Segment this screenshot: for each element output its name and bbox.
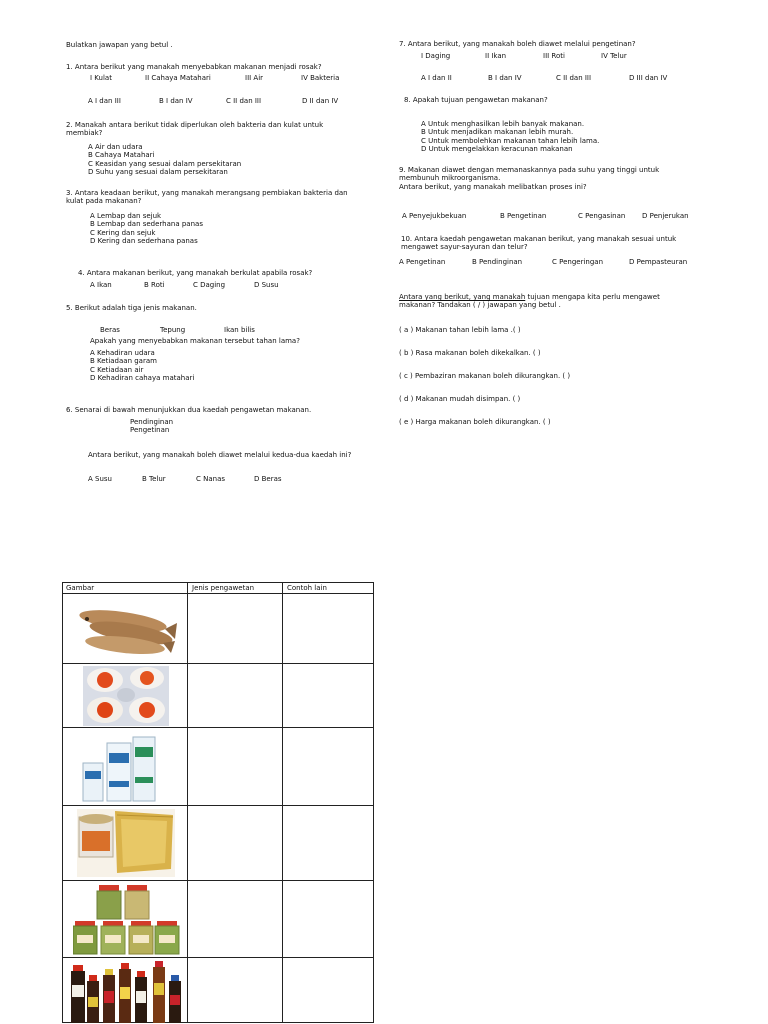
question-10-line1: 10. Antara kaedah pengawetan makanan berikut, yang manakah sesuai untuk (401, 235, 677, 243)
q7-option[interactable]: C II dan III (556, 74, 592, 82)
q9-option[interactable]: C Pengasinan (578, 212, 626, 220)
question-2-line1: 2. Manakah antara berikut tidak diperlukan oleh bakteria dan kulat untuk (66, 121, 324, 129)
question-7-text: 7. Antara berikut, yang manakah boleh diawet melalui pengetinan? (399, 40, 636, 48)
question-6-question: Antara berikut, yang manakah boleh diawet melalui kedua-dua kaedah ini? (88, 451, 352, 459)
q11-option[interactable]: ( c ) Pembaziran makanan boleh dikurangkan. ( ) (399, 372, 571, 380)
q5-option[interactable]: D Kehadiran cahaya matahari (90, 374, 195, 383)
q6-methods (130, 418, 173, 435)
table-header-picture: Gambar (66, 584, 95, 592)
q8-option[interactable]: D Untuk mengelakkan keracunan makanan (421, 145, 573, 154)
question-2-line2: membiak? (66, 129, 103, 138)
question-10 (401, 235, 676, 252)
q5-options (90, 349, 194, 383)
table-header-preservation-type: Jenis pengawetan (192, 584, 255, 592)
q5-option[interactable]: C Ketiadaan air (90, 365, 144, 374)
q1-option[interactable]: C II dan III (226, 97, 262, 105)
q1-option[interactable]: A I dan III (88, 97, 121, 105)
question-9-line1: 9. Makanan diawet dengan memanaskannya pada suhu yang tinggi untuk (399, 166, 660, 174)
q2-options (88, 143, 241, 177)
q8-options (421, 120, 599, 154)
q10-option[interactable]: B Pendinginan (472, 258, 523, 266)
q2-option[interactable]: D Suhu yang sesuai dalam persekitaran (88, 168, 228, 177)
q1-option[interactable]: D II dan IV (302, 97, 339, 105)
q3-option[interactable]: B Lembap dan sederhana panas (90, 220, 203, 229)
question-5-question: Apakah yang menyebabkan makanan tersebut tahan lama? (90, 337, 300, 345)
q3-option[interactable]: C Kering dan sejuk (90, 228, 156, 237)
q6-option[interactable]: A Susu (88, 475, 112, 483)
q7-item: II Ikan (485, 52, 507, 60)
q4-option[interactable]: D Susu (254, 281, 279, 289)
q10-option[interactable]: A Pengetinan (399, 258, 446, 266)
pickle-jars-image (73, 885, 181, 955)
q6-option[interactable]: D Beras (254, 475, 282, 483)
q11-option[interactable]: ( a ) Makanan tahan lebih lama .( ) (399, 326, 521, 334)
q4-option[interactable]: B Roti (144, 281, 165, 289)
q7-item: I Daging (421, 52, 451, 60)
q1-item: IV Bakteria (301, 74, 340, 82)
milk-carton-image (81, 733, 159, 803)
q8-option[interactable]: A Untuk menghasilkan lebih banyak makanan. (421, 120, 585, 128)
salted-fish-image (73, 599, 177, 659)
q5-food: Beras (100, 326, 120, 334)
q9-option[interactable]: A Penyejukbekuan (402, 212, 467, 220)
q10-option[interactable]: C Pengeringan (552, 258, 604, 266)
question-3 (66, 189, 348, 206)
q2-option[interactable]: A Air dan udara (88, 143, 143, 151)
question-8-text: 8. Apakah tujuan pengawetan makanan? (404, 96, 548, 104)
question-11-underlined: Antara yang berikut, yang manakah (399, 293, 526, 301)
instruction-text: Bulatkan jawapan yang betul . (66, 41, 173, 49)
q8-option[interactable]: B Untuk menjadikan makanan lebih murah. (421, 128, 574, 137)
question-10-line2: mengawet sayur-sayuran dan telur? (401, 243, 528, 252)
sauce-bottles-image (69, 961, 185, 1023)
q2-option[interactable]: B Cahaya Matahari (88, 151, 155, 160)
question-3-line2: kulat pada makanan? (66, 197, 142, 206)
question-2 (66, 121, 323, 138)
q7-option[interactable]: D III dan IV (629, 74, 668, 82)
q11-option[interactable]: ( b ) Rasa makanan boleh dikekalkan. ( ) (399, 349, 541, 357)
salted-egg-image (83, 666, 169, 726)
q8-option[interactable]: C Untuk membolehkan makanan tahan lebih lama. (421, 136, 600, 145)
q1-item: III Air (245, 74, 264, 82)
question-1 (66, 63, 322, 71)
question-9-line2: membunuh mikroorganisma. (399, 174, 501, 183)
q9-option[interactable]: D Penjerukan (642, 212, 689, 220)
q6-method: Pendinginan (130, 418, 174, 426)
question-4-text: 4. Antara makanan berikut, yang manakah berkulat apabila rosak? (78, 269, 313, 277)
q1-option[interactable]: B I dan IV (159, 97, 193, 105)
question-1-text: 1. Antara berikut yang manakah menyebabkan makanan menjadi rosak? (66, 63, 322, 71)
q6-option[interactable]: B Telur (142, 475, 166, 483)
q3-option[interactable]: A Lembap dan sejuk (90, 212, 162, 220)
q5-food: Tepung (160, 326, 186, 334)
table-header-other-examples: Contoh lain (287, 584, 327, 592)
q7-item: IV Telur (601, 52, 627, 60)
q3-options (90, 212, 203, 246)
q9-option[interactable]: B Pengetinan (500, 212, 547, 220)
question-11-line1-rest: tujuan mengapa kita perlu mengawet (525, 293, 660, 301)
q7-option[interactable]: B I dan IV (488, 74, 522, 82)
q4-option[interactable]: C Daging (193, 281, 226, 289)
question-6-text: 6. Senarai di bawah menunjukkan dua kaedah pengawetan makanan. (66, 406, 312, 414)
question-11-line2: makanan? Tandakan ( / ) jawapan yang betul . (399, 301, 561, 310)
q5-option[interactable]: B Ketiadaan garam (90, 357, 157, 366)
q6-option[interactable]: C Nanas (196, 475, 226, 483)
canned-food-image (77, 809, 175, 877)
question-11 (399, 293, 660, 310)
question-3-line1: 3. Antara keadaan berikut, yang manakah merangsang pembiakan bakteria dan (66, 189, 348, 197)
q4-option[interactable]: A Ikan (90, 281, 112, 289)
preservation-table (62, 582, 374, 1023)
question-9 (399, 166, 659, 191)
q10-option[interactable]: D Pempasteuran (629, 258, 688, 266)
question-9-line3: Antara berikut, yang manakah melibatkan proses ini? (399, 182, 587, 191)
q3-option[interactable]: D Kering dan sederhana panas (90, 237, 198, 246)
question-5-text: 5. Berikut adalah tiga jenis makanan. (66, 304, 197, 312)
q11-option[interactable]: ( d ) Makanan mudah disimpan. ( ) (399, 395, 521, 403)
q1-item: I Kulat (90, 74, 112, 82)
q11-option[interactable]: ( e ) Harga makanan boleh dikurangkan. ( ) (399, 418, 551, 426)
q7-item: III Roti (543, 52, 565, 60)
q1-item: II Cahaya Matahari (145, 74, 211, 82)
q5-food: Ikan bilis (224, 326, 255, 334)
q6-method: Pengetinan (130, 426, 170, 435)
q5-option[interactable]: A Kehadiran udara (90, 349, 155, 357)
q7-option[interactable]: A I dan II (421, 74, 452, 82)
q2-option[interactable]: C Keasidan yang sesuai dalam persekitaran (88, 159, 242, 168)
